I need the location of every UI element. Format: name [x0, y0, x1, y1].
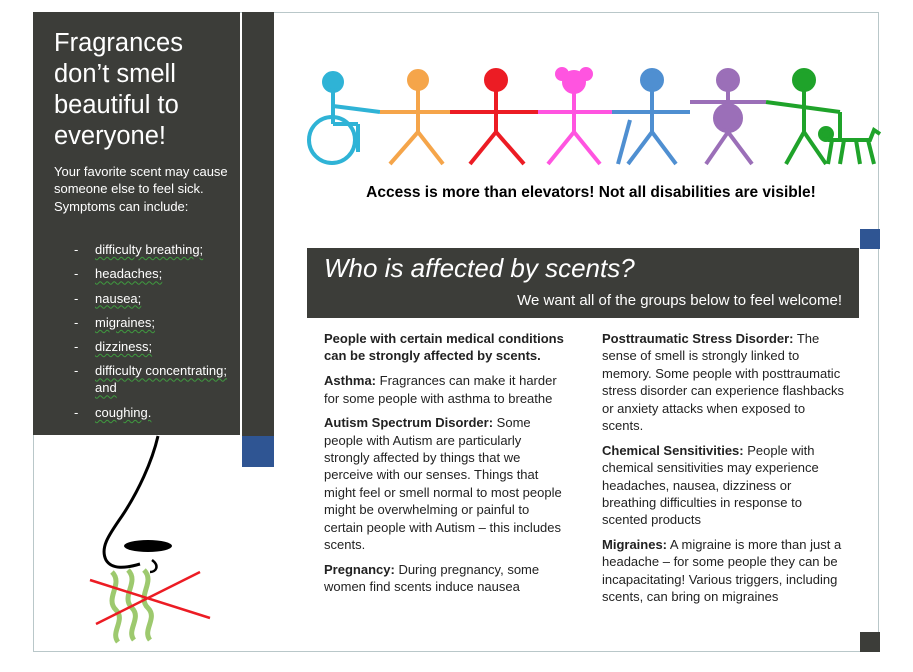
tagline: Access is more than elevators! Not all disabilities are visible! [366, 184, 816, 201]
symptom-item: - nausea; [74, 290, 142, 306]
person-figure [380, 71, 450, 164]
person-figure [450, 70, 538, 164]
symptom-item: - headaches; [74, 266, 163, 282]
paragraph: Asthma: Fragrances can make it harder for some people with asthma to breathe [324, 373, 557, 406]
section-banner [307, 248, 859, 318]
paragraph: Pregnancy: During pregnancy, some women find scents induce nausea [324, 561, 540, 595]
wheelchair-user-figure [309, 73, 380, 163]
symptom-item: - difficulty breathing; [74, 242, 204, 257]
sidebar-intro: Your favorite scent may cause someone else to feel sick. Symptoms can include: [54, 164, 228, 214]
pregnant-person-figure [690, 70, 766, 164]
girl-figure [538, 69, 612, 164]
accent-square [860, 229, 880, 249]
left-intro: People with certain medical conditions can be strongly affected by scents. [324, 331, 564, 364]
sidebar [33, 12, 240, 435]
accent-square [860, 632, 880, 652]
accent-square [242, 436, 274, 467]
paragraph: Posttraumatic Stress Disorder: The sense of smell is strongly linked to memory. Some people with posttraumatic stress disorder can experience flashbacks or anxiety attacks when exposed to scents. [602, 331, 845, 434]
symptom-item: - difficulty concentrating; and [74, 363, 227, 396]
symptom-item: - coughing. [74, 404, 152, 420]
banner-subtitle: We want all of the groups below to feel welcome! [517, 292, 842, 309]
sidebar-accent-strip [242, 12, 274, 467]
paragraph [324, 330, 567, 365]
sidebar-title: Fragrances don’t smell beautiful to everyone! [54, 29, 183, 150]
people-holding-hands-illustration [300, 60, 885, 175]
banner-title: Who is affected by scents? [324, 253, 635, 283]
right-column [602, 330, 847, 613]
paragraph: Autism Spectrum Disorder: Some people with Autism are particularly strongly affected by things that we perceive with our senses. Things that might feel or smell normal to most people might be overwhelming or painful to certain people with Autism – this includes scents. [324, 415, 562, 553]
symptom-item: - migraines; [74, 314, 155, 330]
person-with-guide-dog-figure [766, 70, 880, 164]
no-scent-nose-illustration [60, 432, 230, 647]
paragraph: Chemical Sensitivities: People with chemical sensitivities may experience headaches, nausea, dizziness or breathing difficulties in response to scented products [602, 442, 819, 528]
person-with-cane-figure [612, 70, 690, 164]
symptom-item: - dizziness; [74, 339, 153, 355]
paragraph: Migraines: A migraine is more than just a headache – for some people they can be incapacitating! Various triggers, including scents, can bring on migraines [602, 537, 842, 605]
left-column [324, 330, 567, 603]
symptom-list [54, 241, 239, 428]
